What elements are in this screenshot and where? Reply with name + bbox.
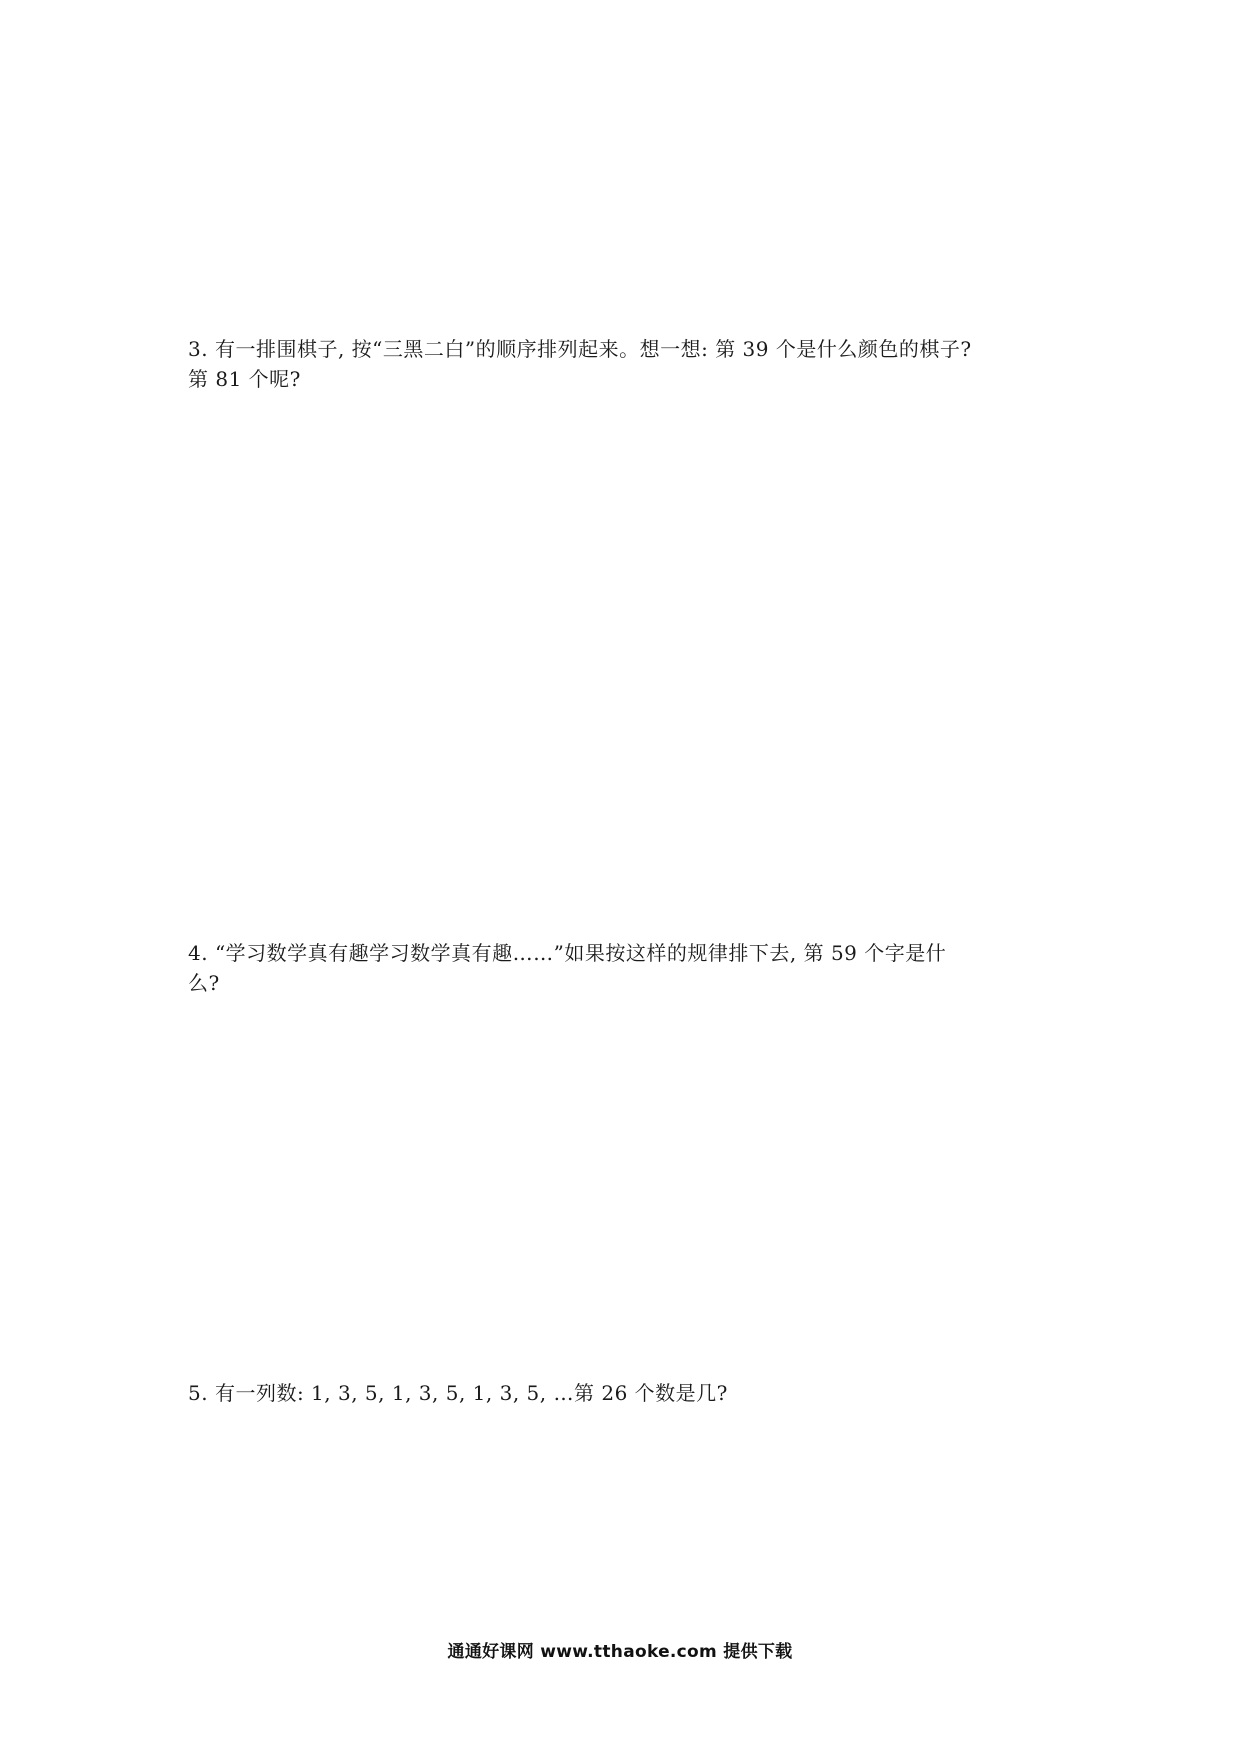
question-5-line-1: 5. 有一列数: 1, 3, 5, 1, 3, 5, 1, 3, 5, …第 26 个数是几?: [188, 1381, 728, 1405]
question-4-line-2: 么?: [188, 971, 220, 995]
question-4: [188, 938, 1068, 998]
question-3-line-1: 3. 有一排围棋子, 按“三黑二白”的顺序排列起来。想一想: 第 39 个是什么颜色的棋子?: [188, 337, 972, 361]
question-5: [188, 1378, 1068, 1408]
footer-source-note: 通通好课网 www.tthaoke.com 提供下载: [447, 1642, 793, 1662]
question-3-line-2: 第 81 个呢?: [188, 367, 301, 391]
question-4-line-1: 4. “学习数学真有趣学习数学真有趣……”如果按这样的规律排下去, 第 59 个字是什: [188, 941, 947, 965]
question-3: [188, 334, 1068, 394]
